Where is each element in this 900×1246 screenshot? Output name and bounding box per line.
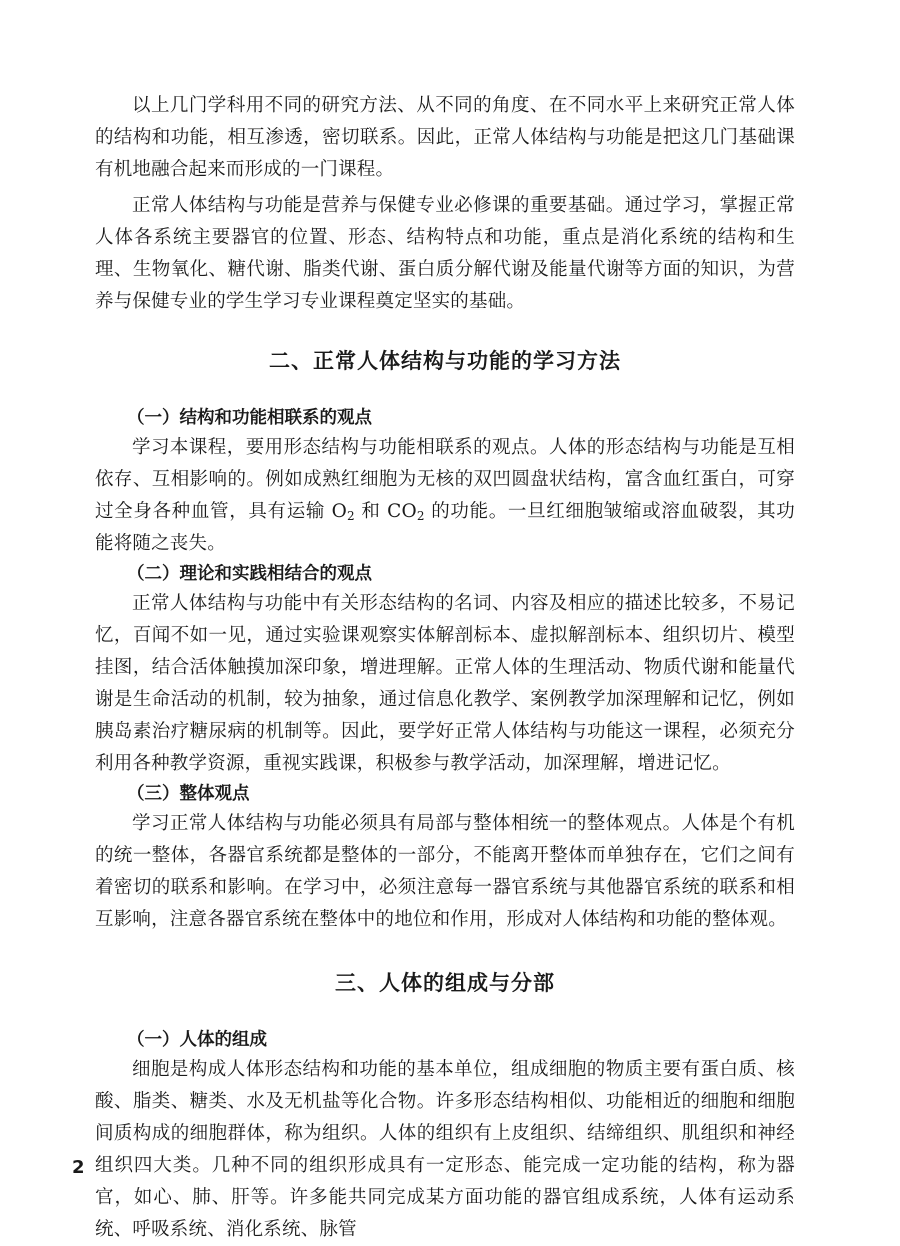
- paragraph-body-composition: 细胞是构成人体形态结构和功能的基本单位，组成细胞的物质主要有蛋白质、核酸、脂类、糖类、水及无机盐等化合物。许多形态结构相似、功能相近的细胞和细胞间质构成的细胞群体，称为组织。人体的组织有上皮组织、结缔组织、肌组织和神经组织四大类。几种不同的组织形成具有一定形态、能完成一定功能的结构，称为器官，如心、肺、肝等。许多能共同完成某方面功能的器官组成系统，人体有运动系统、呼吸系统、消化系统、脉管: [95, 1059, 795, 1240]
- subheading-holistic-view: （三）整体观点: [127, 784, 250, 804]
- paragraph-structure-function: [95, 432, 795, 560]
- subheading-theory-practice: （二）理论和实践相结合的观点: [127, 564, 372, 584]
- intro-paragraph-2: 正常人体结构与功能是营养与保健专业必修课的重要基础。通过学习，掌握正常人体各系统主要器官的位置、形态、结构特点和功能，重点是消化系统的结构和生理、生物氧化、糖代谢、脂类代谢、蛋白质分解代谢及能量代谢等方面的知识，为营养与保健专业的学生学习专业课程奠定坚实的基础。: [95, 195, 795, 312]
- subheading-structure-function: （一）结构和功能相联系的观点: [127, 408, 372, 428]
- page-content: [95, 90, 795, 1246]
- paragraph-holistic-view: 学习正常人体结构与功能必须具有局部与整体相统一的整体观点。人体是个有机的统一整体，各器官系统都是整体的一部分，不能离开整体而单独存在，它们之间有着密切的联系和影响。在学习中，必须注意每一器官系统与其他器官系统的联系和相互影响，注意各器官系统在整体中的地位和作用，形成对人体结构和功能的整体观。: [95, 813, 795, 930]
- section-heading-body-composition: 三、人体的组成与分部: [335, 971, 555, 995]
- subscript-o2: 2: [346, 509, 355, 523]
- page-number: 2: [72, 1157, 85, 1178]
- paragraph-theory-practice: 正常人体结构与功能中有关形态结构的名词、内容及相应的描述比较多，不易记忆，百闻不如一见，通过实验课观察实体解剖标本、虚拟解剖标本、组织切片、模型挂图，结合活体触摸加深印象，增进理解。正常人体的生理活动、物质代谢和能量代谢是生命活动的机制，较为抽象，通过信息化教学、案例教学加深理解和记忆，例如胰岛素治疗糖尿病的机制等。因此，要学好正常人体结构与功能这一课程，必须充分利用各种教学资源，重视实践课，积极参与教学活动，加深理解，增进记忆。: [95, 593, 795, 774]
- section-heading-study-methods: 二、正常人体结构与功能的学习方法: [269, 349, 621, 373]
- subheading-body-composition: （一）人体的组成: [127, 1030, 267, 1050]
- text-segment: 的功能。一旦红细胞皱缩或溶血破裂，其功能将随之丧失。: [95, 501, 795, 554]
- subscript-co2: 2: [416, 509, 425, 523]
- intro-paragraph-1: 以上几门学科用不同的研究方法、从不同的角度、在不同水平上来研究正常人体的结构和功能，相互渗透，密切联系。因此，正常人体结构与功能是把这几门基础课有机地融合起来而形成的一门课程。: [95, 95, 795, 180]
- text-segment: 学习本课程，要用形态结构与功能相联系的观点。人体的形态结构与功能是互相依存、互相影响的。例如成熟红细胞为无核的双凹圆盘状结构，富含血红蛋白，可穿过全身各种血管，具有运输 O: [95, 437, 795, 522]
- text-segment: 和 CO: [354, 501, 417, 522]
